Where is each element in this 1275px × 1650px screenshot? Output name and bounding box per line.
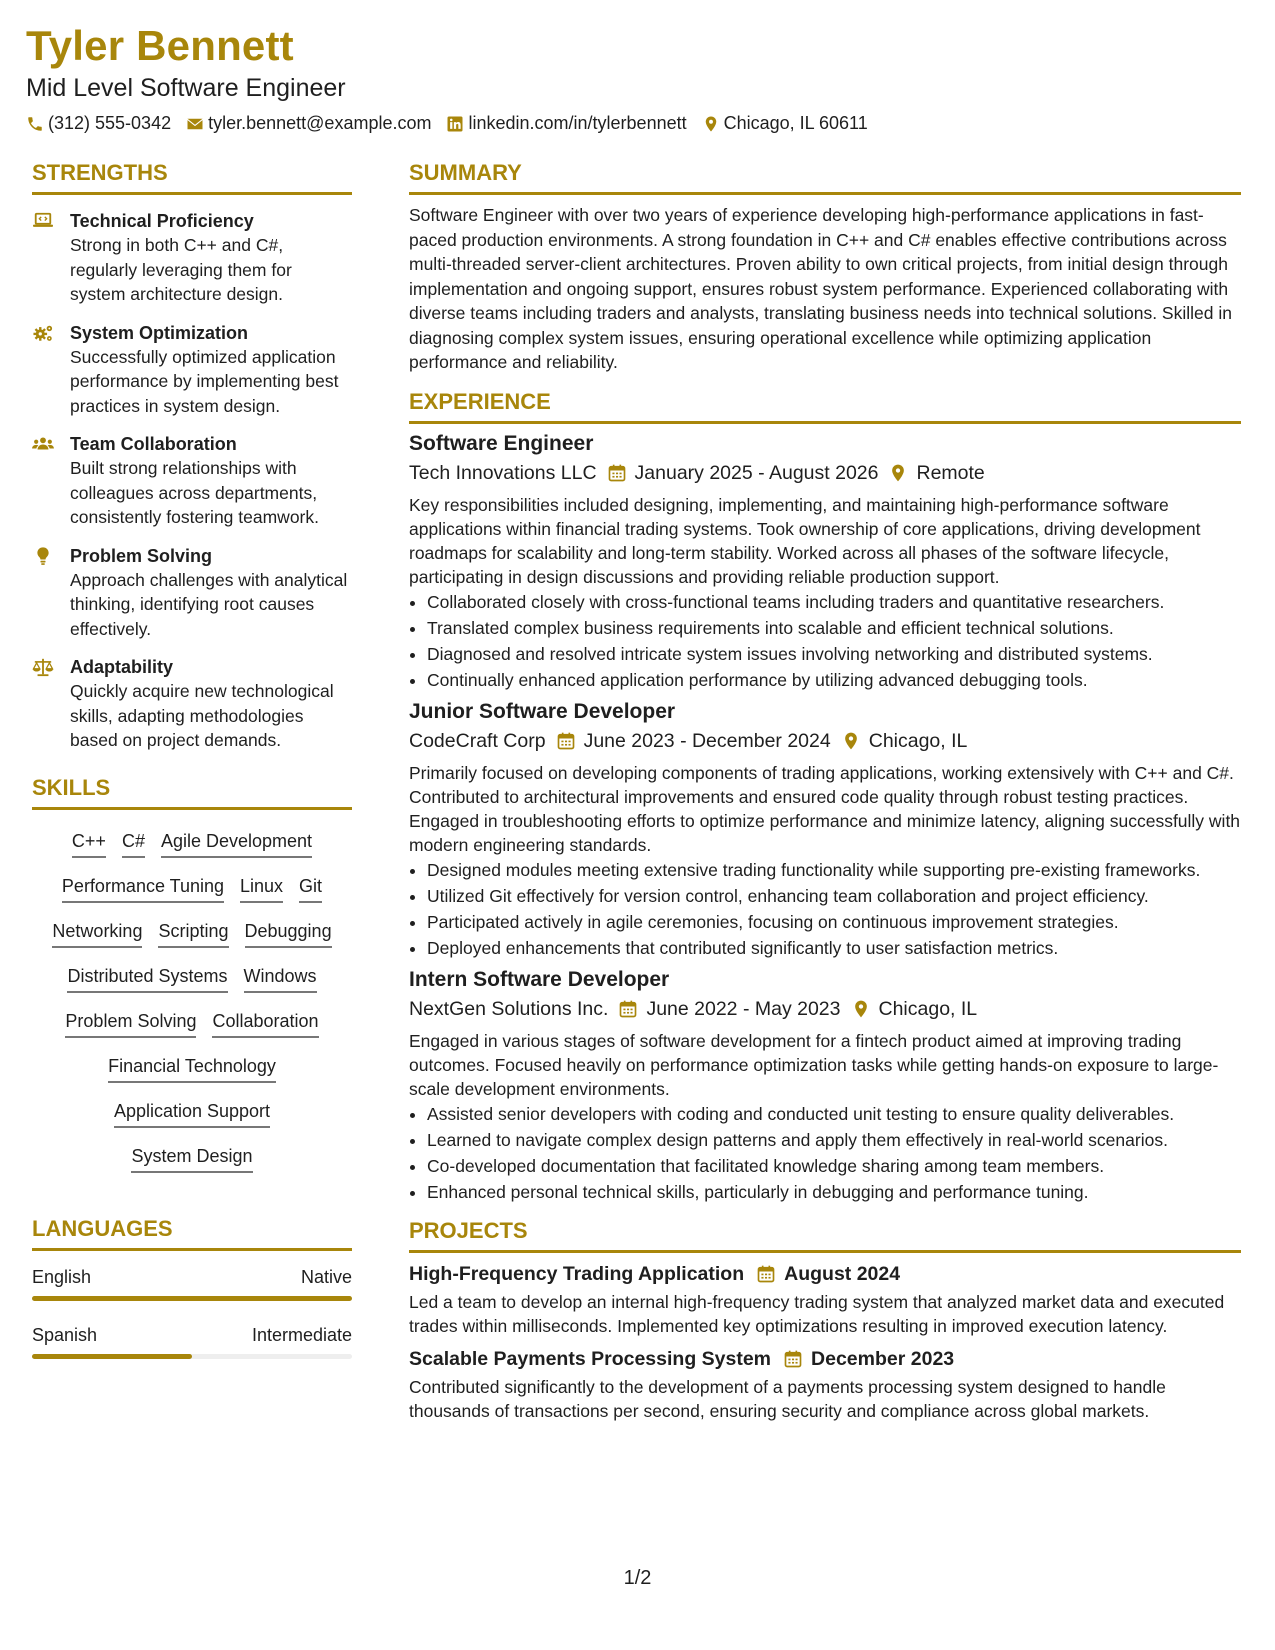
skills-row <box>32 1047 352 1092</box>
project-entry <box>409 1348 1241 1423</box>
strength-desc: Successfully optimized application performance by implementing best practices in system design. <box>70 346 339 416</box>
job-dates: June 2023 - December 2024 <box>583 729 831 752</box>
list-item: • Learned to navigate complex design patterns and apply them effectively in real-world scenarios. <box>427 1128 1241 1152</box>
skill-tag: Windows <box>244 965 317 993</box>
project-description: Led a team to develop an internal high-frequency trading system that analyzed market data and executed trades within milliseconds. Implemented key optimizations resulting in improved execution latency. <box>409 1291 1225 1336</box>
laptop-code-icon <box>32 211 54 231</box>
contact-phone[interactable] <box>26 113 171 134</box>
phone-icon <box>26 115 44 133</box>
list-item: • Collaborated closely with cross-functional teams including traders and quantitative researchers. <box>427 590 1241 614</box>
strength-title: Adaptability <box>70 657 174 677</box>
skills-row <box>32 957 352 1002</box>
language-item <box>32 1267 352 1301</box>
strength-item <box>32 655 352 753</box>
summary-section <box>409 160 1241 375</box>
list-item: • Designed modules meeting extensive trading functionality while supporting pre-existing frameworks. <box>427 858 1241 882</box>
project-title: Scalable Payments Processing System <box>409 1347 772 1370</box>
location-text: Chicago, IL 60611 <box>723 113 868 133</box>
job-bullets <box>409 1102 1241 1204</box>
contact-linkedin[interactable] <box>446 113 686 134</box>
contact-email[interactable] <box>186 113 431 134</box>
summary-text: Software Engineer with over two years of experience developing high-performance applications in fast-paced production environments. A strong foundation in C++ and C# enables effective contributions across multi-threaded server-client architectures. Proven ability to own critical projects, from initial design through implementation and ongoing support, ensures robust system performance. Experienced collaborating with diverse teams including traders and analysts, translating business needs into technical solutions. Skilled in diagnosing complex system issues, ensuring operational excellence while optimizing application performance and reliability. <box>409 205 1232 372</box>
experience-heading: EXPERIENCE <box>409 389 1241 424</box>
strength-title: System Optimization <box>70 322 249 343</box>
calendar-icon <box>556 731 576 751</box>
skill-tag: Debugging <box>245 920 332 948</box>
users-icon <box>32 434 54 454</box>
list-item: • Utilized Git effectively for version control, enhancing team collaboration and project efficiency. <box>427 884 1241 908</box>
list-item: • Translated complex business requirements into scalable and efficient technical solutions. <box>427 616 1241 640</box>
scale-icon <box>32 657 54 677</box>
skill-tag: C# <box>122 830 145 858</box>
strength-title: Team Collaboration <box>70 434 237 454</box>
skill-tag: C++ <box>72 830 106 858</box>
strength-desc: Quickly acquire new technological skills, adapting methodologies based on project demands. <box>70 681 334 750</box>
skill-tag: Networking <box>52 920 142 948</box>
skill-tag: Scripting <box>158 920 228 948</box>
skill-tag: Financial Technology <box>108 1055 276 1083</box>
linkedin-text: linkedin.com/in/tylerbennett <box>468 113 687 133</box>
list-item: • Participated actively in agile ceremonies, focusing on continuous improvement strategies. <box>427 910 1241 934</box>
skills-row <box>32 867 352 912</box>
strength-desc: Built strong relationships with colleagues across departments, consistently fostering teamwork. <box>70 458 319 527</box>
job-bullets <box>409 590 1241 692</box>
skill-tag: Application Support <box>114 1100 270 1128</box>
list-item: • Diagnosed and resolved intricate system issues involving networking and distributed systems. <box>427 642 1241 666</box>
job-title: Intern Software Developer <box>409 967 670 991</box>
job-description: Engaged in various stages of software development for a fintech product aimed at improving trading outcomes. Focused heavily on performance optimization tasks while getting hands-on exposure to large-scale development environments. <box>409 1030 1219 1099</box>
job-entry <box>409 968 1241 1204</box>
job-bullets <box>409 858 1241 960</box>
job-company: Tech Innovations LLC <box>409 461 597 484</box>
linkedin-icon <box>446 115 464 133</box>
job-meta <box>409 462 1241 485</box>
job-company: CodeCraft Corp <box>409 729 546 752</box>
experience-section <box>409 389 1241 1204</box>
map-pin-icon <box>702 115 720 133</box>
job-dates: June 2022 - May 2023 <box>646 997 841 1020</box>
job-description: Primarily focused on developing components of trading applications, working extensively with C++ and C#. Contributed to architectural improvements and ensured code quality through robust testing practices. Engaged in troubleshooting efforts to optimize performance and minimize latency, aligning successfully with modern engineering standards. <box>409 762 1241 855</box>
project-title: High-Frequency Trading Application <box>409 1262 745 1285</box>
summary-heading: SUMMARY <box>409 160 1241 195</box>
list-item: • Enhanced personal technical skills, particularly in debugging and performance tuning. <box>427 1180 1241 1204</box>
skill-tag: Linux <box>240 875 283 903</box>
list-item: • Continually enhanced application performance by utilizing advanced debugging tools. <box>427 668 1241 692</box>
strength-item <box>32 432 352 530</box>
language-level: Intermediate <box>251 1324 352 1345</box>
calendar-icon <box>618 999 638 1019</box>
map-pin-icon <box>888 463 908 483</box>
project-description: Contributed significantly to the development of a payments processing system designed to handle thousands of transactions per second, ensuring security and compliance across global markets. <box>409 1376 1166 1421</box>
job-title: Junior Software Developer <box>409 699 676 723</box>
contact-location <box>702 113 868 134</box>
email-text: tyler.bennett@example.com <box>208 113 432 133</box>
job-title-heading: Mid Level Software Engineer <box>26 74 346 102</box>
job-entry <box>409 432 1241 692</box>
skill-tag: Collaboration <box>212 1010 318 1038</box>
strength-item <box>32 209 352 307</box>
language-proficiency-fill <box>32 1296 352 1301</box>
skills-heading: SKILLS <box>32 775 352 810</box>
strength-item <box>32 321 352 419</box>
skills-row <box>32 1092 352 1137</box>
gears-icon <box>32 323 54 343</box>
skill-tag: Distributed Systems <box>67 965 227 993</box>
projects-heading: PROJECTS <box>409 1218 1241 1253</box>
language-item <box>32 1325 352 1359</box>
job-meta <box>409 730 1241 753</box>
page-number: 1/2 <box>623 1567 652 1589</box>
job-entry <box>409 700 1241 960</box>
skill-tag: Performance Tuning <box>62 875 224 903</box>
skill-tag: Agile Development <box>161 830 312 858</box>
contact-bar <box>26 113 883 134</box>
skills-list <box>32 822 352 1182</box>
strength-desc: Strong in both C++ and C#, regularly leveraging them for system architecture design. <box>70 235 292 304</box>
project-date: December 2023 <box>811 1347 955 1370</box>
language-level: Native <box>300 1266 352 1287</box>
skills-row <box>32 1002 352 1047</box>
languages-section <box>32 1216 352 1359</box>
language-name: English <box>32 1266 92 1287</box>
strengths-heading: STRENGTHS <box>32 160 352 195</box>
job-meta <box>409 998 1241 1021</box>
list-item: • Assisted senior developers with coding and conducted unit testing to ensure quality deliverables. <box>427 1102 1241 1126</box>
skills-section <box>32 775 352 1182</box>
right-column <box>409 160 1241 1423</box>
map-pin-icon <box>851 999 871 1019</box>
job-location: Chicago, IL <box>868 729 968 752</box>
job-title: Software Engineer <box>409 431 594 455</box>
projects-section <box>409 1218 1241 1423</box>
job-location: Remote <box>916 461 985 484</box>
envelope-icon <box>186 115 204 133</box>
skill-tag: System Design <box>131 1145 252 1173</box>
calendar-icon <box>607 463 627 483</box>
list-item: • Co-developed documentation that facilitated knowledge sharing among team members. <box>427 1154 1241 1178</box>
skills-row <box>32 822 352 867</box>
language-proficiency-fill <box>32 1354 192 1359</box>
project-date: August 2024 <box>784 1262 901 1285</box>
phone-text: (312) 555-0342 <box>48 113 172 133</box>
project-header <box>409 1263 1241 1286</box>
languages-heading: LANGUAGES <box>32 1216 352 1251</box>
strength-title: Problem Solving <box>70 545 213 566</box>
skill-tag: Git <box>299 875 322 903</box>
strength-item <box>32 544 352 642</box>
lightbulb-icon <box>32 546 54 566</box>
language-proficiency-bar <box>32 1296 352 1301</box>
job-description: Key responsibilities included designing, implementing, and maintaining high-performance software applications within financial trading systems. Took ownership of core applications, driving development roadmaps for scalability and long-term stability. Worked across all phases of the software lifecycle, participating in design discussions and providing reliable production support. <box>409 494 1201 587</box>
project-entry <box>409 1263 1241 1338</box>
strengths-section <box>32 160 352 753</box>
job-location: Chicago, IL <box>878 997 978 1020</box>
left-column <box>32 160 352 1359</box>
strength-desc: Approach challenges with analytical thinking, identifying root causes effectively. <box>70 569 348 639</box>
strength-title: Technical Proficiency <box>70 211 254 231</box>
language-proficiency-bar <box>32 1354 352 1359</box>
skills-row <box>32 1137 352 1182</box>
candidate-name: Tyler Bennett <box>26 22 294 69</box>
project-header <box>409 1348 1241 1371</box>
skills-row <box>32 912 352 957</box>
map-pin-icon <box>841 731 861 751</box>
skill-tag: Problem Solving <box>65 1010 196 1038</box>
language-name: Spanish <box>32 1324 98 1345</box>
list-item: • Deployed enhancements that contributed significantly to user satisfaction metrics. <box>427 936 1241 960</box>
job-dates: January 2025 - August 2026 <box>634 461 879 484</box>
calendar-icon <box>756 1264 776 1284</box>
calendar-icon <box>783 1349 803 1369</box>
job-company: NextGen Solutions Inc. <box>409 997 609 1020</box>
